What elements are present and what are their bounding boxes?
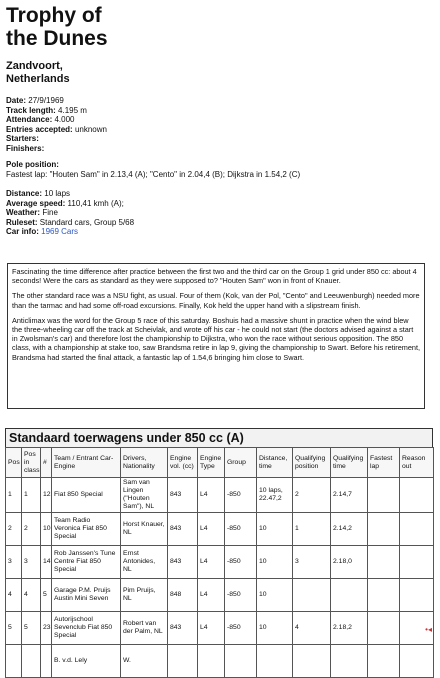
- table-cell: 848: [168, 579, 198, 612]
- table-cell: 2: [22, 513, 41, 546]
- table-cell: [41, 645, 52, 678]
- column-header: Engine vol. (cc): [168, 448, 198, 478]
- table-cell: [368, 579, 400, 612]
- race-info-row: [6, 199, 134, 209]
- table-cell: B. v.d. Lely: [52, 645, 121, 678]
- table-cell: [168, 645, 198, 678]
- pole-info: [6, 160, 300, 179]
- title-line-1: Trophy of: [6, 4, 102, 27]
- table-row: [6, 612, 434, 645]
- race-info: [6, 189, 134, 237]
- column-header: Qualifying position: [293, 448, 331, 478]
- column-header: Distance, time: [257, 448, 293, 478]
- column-header: Qualifying time: [331, 448, 368, 478]
- table-cell: [368, 645, 400, 678]
- race-info-value: 10 laps: [44, 189, 71, 198]
- table-cell: L4: [198, 612, 225, 645]
- location-line-1: Zandvoort,: [6, 60, 63, 72]
- table-cell: 4: [22, 579, 41, 612]
- table-cell: 843: [168, 612, 198, 645]
- table-cell: [6, 645, 22, 678]
- table-cell: 1: [22, 478, 41, 513]
- report-paragraph: Fascinating the time difference after practice between the first two and the third car on the Group 1 grid under 850 cc: about 4 seconds! Were the cars as standard as they were supposed to? "Houten Sam" won in front of Knauer.: [12, 267, 417, 286]
- table-cell: Horst Knauer, NL: [121, 513, 168, 546]
- table-cell: L4: [198, 579, 225, 612]
- table-cell: -850: [225, 546, 257, 579]
- table-cell: [400, 513, 434, 546]
- table-cell: 843: [168, 513, 198, 546]
- column-header: #: [41, 448, 52, 478]
- table-cell: 2.14,2: [331, 513, 368, 546]
- table-cell: Rob Janssen's Tune Centre Fiat 850 Special: [52, 546, 121, 579]
- table-cell: L4: [198, 513, 225, 546]
- race-info-row: [6, 218, 134, 228]
- car-info-link[interactable]: 1969 Cars: [41, 227, 79, 236]
- table-row: [6, 645, 434, 678]
- race-info-row: [6, 227, 134, 237]
- table-header-row: [6, 448, 434, 478]
- meta-row: [6, 134, 107, 144]
- table-cell: [368, 612, 400, 645]
- table-cell: 10: [41, 513, 52, 546]
- table-cell: Autorijschool Sevenclub Fiat 850 Special: [52, 612, 121, 645]
- column-header: Pos: [6, 448, 22, 478]
- table-cell: 2: [6, 513, 22, 546]
- pole-label: Pole position:: [6, 160, 59, 169]
- table-cell: 843: [168, 546, 198, 579]
- column-header: Fastest lap: [368, 448, 400, 478]
- location: [6, 60, 70, 86]
- results-table-box: [5, 428, 433, 678]
- race-info-value: 110,41 kmh (A);: [67, 198, 124, 208]
- table-cell: 1: [6, 478, 22, 513]
- table-row: [6, 478, 434, 513]
- table-cell: 2: [293, 478, 331, 513]
- table-cell: [331, 645, 368, 678]
- table-cell: [368, 478, 400, 513]
- location-line-2: Netherlands: [6, 73, 70, 85]
- table-cell: [400, 645, 434, 678]
- meta-label: Track length:: [6, 105, 56, 115]
- table-cell: Pim Pruijs, NL: [121, 579, 168, 612]
- table-cell: 10: [257, 513, 293, 546]
- meta-value: unknown: [74, 124, 107, 134]
- fastest-lap: Fastest lap: "Houten Sam" in 2.13,4 (A); "Cento" in 2.04,4 (B); Dijkstra in 1.54,2 (C): [6, 169, 301, 179]
- meta-label: Finishers:: [6, 143, 45, 153]
- table-cell: 2.18,2: [331, 612, 368, 645]
- table-cell: 2.18,0: [331, 546, 368, 579]
- table-cell: Fiat 850 Special: [52, 478, 121, 513]
- meta-value: 4.195 m: [58, 105, 87, 115]
- table-cell: [225, 645, 257, 678]
- page-title: [6, 4, 108, 50]
- event-meta: [6, 96, 107, 153]
- meta-label: Attendance:: [6, 115, 53, 124]
- race-info-label: Car info:: [6, 227, 39, 236]
- table-cell: W.: [121, 645, 168, 678]
- meta-label: Entries accepted:: [6, 124, 73, 134]
- table-cell: -850: [225, 478, 257, 513]
- table-row: [6, 546, 434, 579]
- column-header: Reason out: [400, 448, 434, 478]
- table-cell: [293, 579, 331, 612]
- table-cell: [257, 645, 293, 678]
- table-cell: [368, 546, 400, 579]
- table-cell: [331, 579, 368, 612]
- column-header: Engine Type: [198, 448, 225, 478]
- meta-row: [6, 144, 107, 154]
- table-cell: [368, 513, 400, 546]
- table-cell: L4: [198, 478, 225, 513]
- race-info-label: Ruleset:: [6, 217, 38, 227]
- report-paragraph: The other standard race was a NSU fight, as usual. Four of them (Kok, van der Pol, "Cento" and Leeuwenburgh) needed more than the tarmac and had some off-road excursions. Finally, Kok held the upper hand with a slipstream finish.: [12, 291, 420, 310]
- table-cell: 10: [257, 612, 293, 645]
- race-report: [7, 263, 425, 409]
- table-cell: Robert van der Palm, NL: [121, 612, 168, 645]
- table-cell: Sam van Lingen ("Houten Sam"), NL: [121, 478, 168, 513]
- meta-row: [6, 96, 107, 106]
- table-cell: 2.14,7: [331, 478, 368, 513]
- race-info-row: [6, 208, 134, 218]
- table-cell: [198, 645, 225, 678]
- table-cell: L4: [198, 546, 225, 579]
- race-info-row: [6, 189, 134, 199]
- table-row: [6, 513, 434, 546]
- table-cell: 12: [41, 478, 52, 513]
- table-cell: -850: [225, 612, 257, 645]
- results-table-title: Standaard toerwagens under 850 cc (A): [5, 428, 433, 447]
- column-header: Group: [225, 448, 257, 478]
- meta-value: 4.000: [54, 115, 75, 124]
- meta-row: [6, 106, 107, 116]
- table-cell: [293, 645, 331, 678]
- table-cell: [22, 645, 41, 678]
- race-info-label: Weather:: [6, 208, 41, 217]
- table-cell: 10 laps, 22.47,2: [257, 478, 293, 513]
- table-cell: Garage P.M. Pruijs Austin Mini Seven: [52, 579, 121, 612]
- column-header: Drivers, Nationality: [121, 448, 168, 478]
- meta-label: Starters:: [6, 134, 39, 143]
- table-cell: 14: [41, 546, 52, 579]
- table-cell: 3: [6, 546, 22, 579]
- meta-row: [6, 115, 107, 125]
- table-cell: 843: [168, 478, 198, 513]
- race-info-value: Fine: [42, 208, 58, 217]
- table-cell: Ernst Antonides, NL: [121, 546, 168, 579]
- footer-mark: •◂: [425, 625, 432, 634]
- table-cell: 4: [293, 612, 331, 645]
- race-info-label: Average speed:: [6, 198, 66, 208]
- table-cell: 1: [293, 513, 331, 546]
- table-cell: 3: [22, 546, 41, 579]
- table-cell: Team Radio Veronica Fiat 850 Special: [52, 513, 121, 546]
- table-cell: 5: [22, 612, 41, 645]
- title-line-2: the Dunes: [6, 27, 108, 50]
- table-cell: 4: [6, 579, 22, 612]
- table-body: [6, 478, 434, 678]
- column-header: Pos in class: [22, 448, 41, 478]
- meta-row: [6, 125, 107, 135]
- race-info-label: Distance:: [6, 189, 43, 198]
- table-cell: 10: [257, 579, 293, 612]
- table-cell: -850: [225, 579, 257, 612]
- table-cell: -850: [225, 513, 257, 546]
- table-cell: [400, 546, 434, 579]
- table-cell: 5: [41, 579, 52, 612]
- meta-value: 27/9/1969: [28, 96, 64, 105]
- race-info-value: Standard cars, Group 5/68: [39, 217, 135, 227]
- table-cell: 23: [41, 612, 52, 645]
- table-cell: 3: [293, 546, 331, 579]
- report-paragraph: Anticlimax was the word for the Group 5 race of this saturday. Boshuis had a massive shunt in practice when the wind blew the three-wheeling car off the track at Scheivlak, and wrote off his car - he could not start (the doctors advised against a start in Zwolsman's car) and therefore lost the championship to Dijkstra, who won the race without serious opposition. The 850 class, with a championship at stake too, saw Brandsma retire in lap 9, giving the championship to Swart. Before his retirement, Brandsma had started the final attack, a fantastic lap of 1.54,6 bringing him close to Swart.: [12, 315, 421, 362]
- results-table: [5, 447, 434, 678]
- column-header: Team / Entrant Car- Engine: [52, 448, 121, 478]
- table-cell: [400, 478, 434, 513]
- table-cell: 5: [6, 612, 22, 645]
- table-cell: 10: [257, 546, 293, 579]
- meta-label: Date:: [6, 96, 27, 105]
- table-row: [6, 579, 434, 612]
- table-cell: [400, 579, 434, 612]
